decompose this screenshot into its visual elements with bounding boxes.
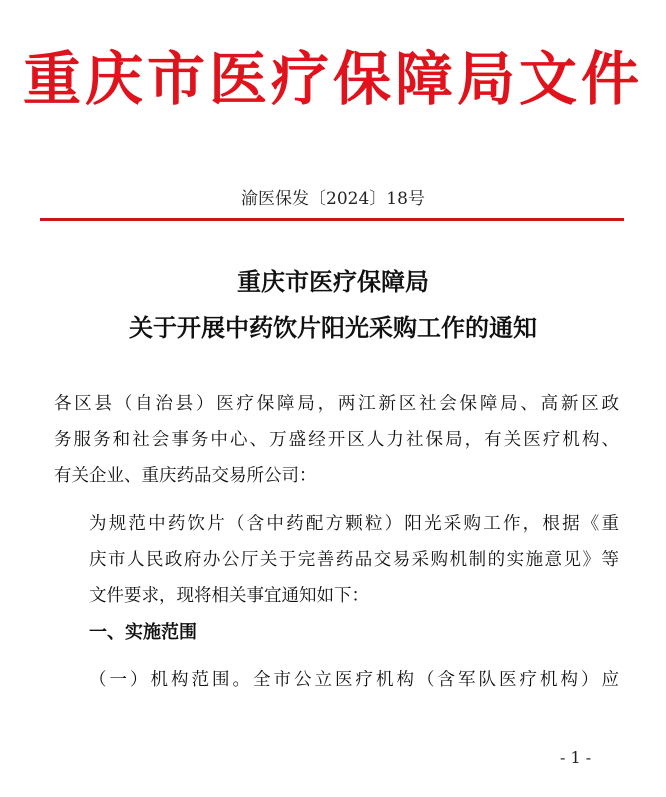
red-divider-line: [40, 218, 624, 221]
section-heading: 一、实施范围: [89, 622, 197, 643]
intro-line: 为规范中药饮片（含中药配方颗粒）阳光采购工作，根据《重: [89, 514, 619, 534]
recipients-paragraph: [54, 386, 619, 494]
intro-paragraph: [54, 506, 619, 614]
intro-line: 庆市人民政府办公厅关于完善药品交易采购机制的实施意见》等: [89, 550, 619, 570]
page-number: - 1 -: [560, 748, 592, 767]
document-header-banner: 重庆市医疗保障局文件: [22, 45, 643, 113]
document-number: 渝医保发〔2024〕18号: [241, 189, 425, 209]
intro-line: 文件要求，现将相关事宜通知如下：: [89, 586, 369, 606]
document-title-line-2: 关于开展中药饮片阳光采购工作的通知: [129, 313, 537, 342]
recipients-line: 务服务和社会事务中心、万盛经开区人力社保局，有关医疗机构、: [54, 430, 619, 450]
recipients-line: 有关企业、重庆药品交易所公司：: [54, 466, 317, 486]
document-title-line-1: 重庆市医疗保障局: [237, 267, 429, 296]
section-item-paragraph: （一）机构范围。全市公立医疗机构（含军队医疗机构）应: [89, 670, 619, 690]
recipients-line: 各区县（自治县）医疗保障局，两江新区社会保障局、高新区政: [54, 394, 619, 414]
